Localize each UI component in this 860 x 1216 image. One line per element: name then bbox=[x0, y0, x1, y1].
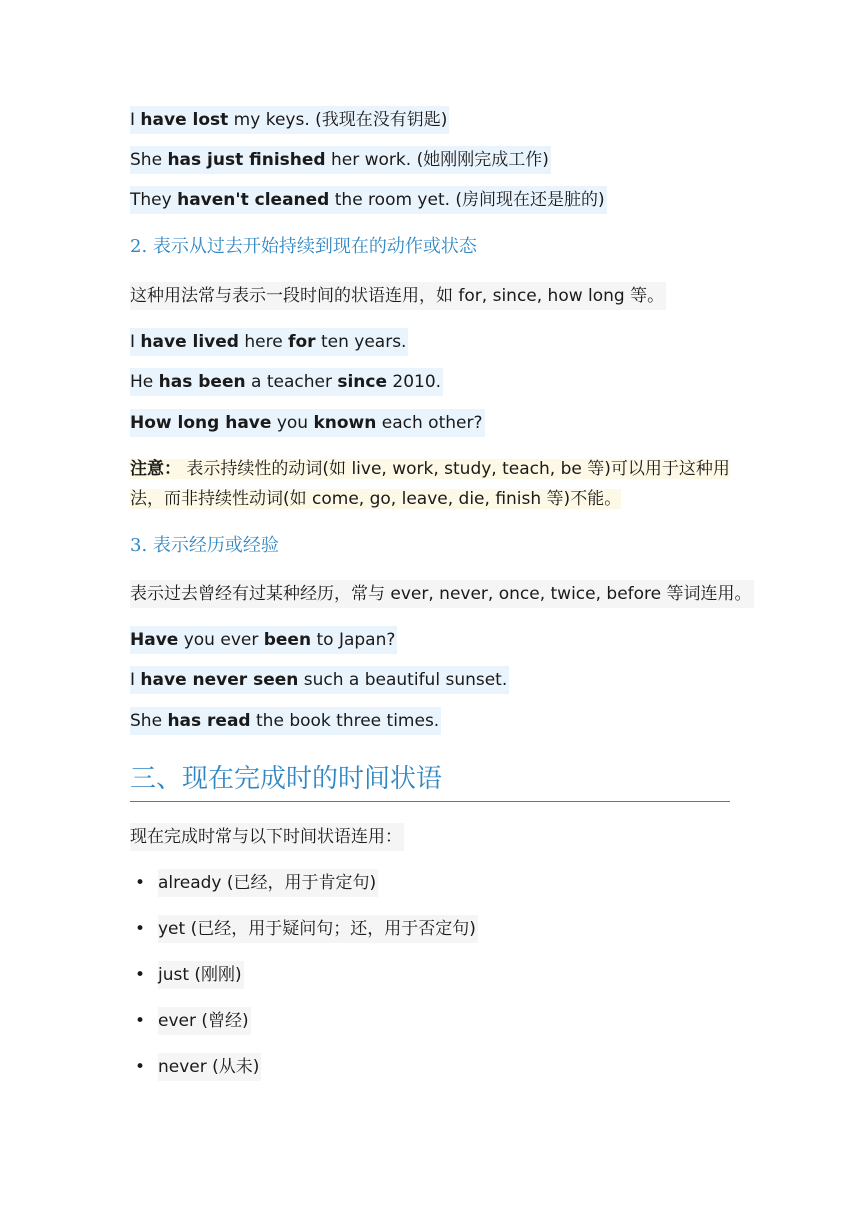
note-text-line2: 法，而非持续性动词(如 come, go, leave, die, finish 等)不能。 bbox=[130, 489, 622, 509]
section-heading: 2. 表示从过去开始持续到现在的动作或状态 bbox=[130, 236, 477, 257]
section-heading: 3. 表示经历或经验 bbox=[130, 535, 279, 556]
example-line: She has read the book three times. bbox=[130, 707, 441, 735]
example-line: I have lived here for ten years. bbox=[130, 328, 408, 356]
chapter-heading: 三、现在完成时的时间状语 bbox=[130, 759, 730, 802]
list-item: • never (从未) bbox=[158, 1053, 261, 1081]
example-line: He has been a teacher since 2010. bbox=[130, 368, 443, 396]
example-line: Have you ever been to Japan? bbox=[130, 626, 397, 654]
bullet-icon: • bbox=[134, 873, 146, 893]
note-callout bbox=[130, 454, 730, 514]
bullet-icon: • bbox=[134, 1011, 146, 1031]
example-line: I have lost my keys. (我现在没有钥匙) bbox=[130, 106, 449, 134]
list-item: • already (已经，用于肯定句) bbox=[158, 869, 378, 897]
bullet-icon: • bbox=[134, 1057, 146, 1077]
example-line: I have never seen such a beautiful sunset. bbox=[130, 666, 509, 694]
section-intro: 这种用法常与表示一段时间的状语连用，如 for, since, how long 等。 bbox=[130, 282, 666, 310]
section-intro: 表示过去曾经有过某种经历，常与 ever, never, once, twice, before 等词连用。 bbox=[130, 580, 754, 608]
example-line: How long have you known each other? bbox=[130, 409, 485, 437]
note-text-line1: 表示持续性的动词(如 live, work, study, teach, be 等)可以用于这种用 bbox=[181, 459, 730, 479]
list-item: • yet (已经，用于疑问句；还，用于否定句) bbox=[158, 915, 478, 943]
example-line: They haven't cleaned the room yet. (房间现在还是脏的) bbox=[130, 186, 607, 214]
note-label: 注意： bbox=[130, 459, 181, 479]
list-item: • just (刚刚) bbox=[158, 961, 244, 989]
bullet-icon: • bbox=[134, 919, 146, 939]
section-intro: 现在完成时常与以下时间状语连用： bbox=[130, 823, 404, 851]
list-item: • ever (曾经) bbox=[158, 1007, 251, 1035]
example-line: She has just finished her work. (她刚刚完成工作) bbox=[130, 146, 551, 174]
bullet-icon: • bbox=[134, 965, 146, 985]
